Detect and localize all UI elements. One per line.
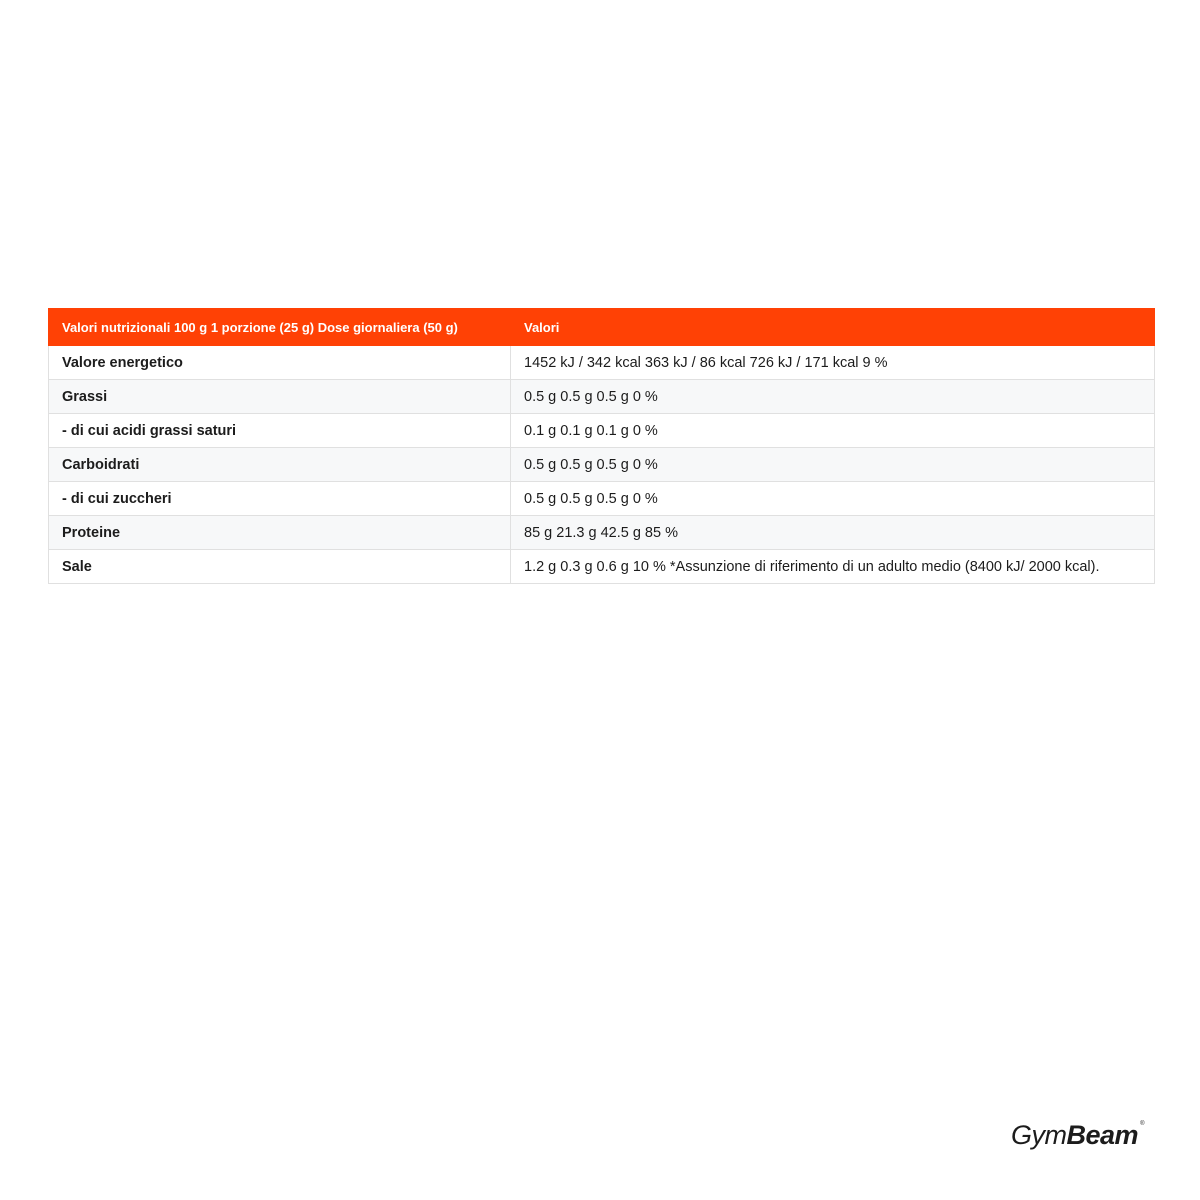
row-value: 0.5 g 0.5 g 0.5 g 0 % xyxy=(511,380,1155,414)
table-row xyxy=(49,516,1155,550)
nutrition-table xyxy=(48,308,1155,584)
logo-gym-text: Gym xyxy=(1011,1120,1067,1150)
row-label: Valore energetico xyxy=(49,346,511,380)
table-row xyxy=(49,448,1155,482)
table-body xyxy=(49,346,1155,584)
row-value: 1452 kJ / 342 kcal 363 kJ / 86 kcal 726 kJ / 171 kcal 9 % xyxy=(511,346,1155,380)
header-values: Valori xyxy=(511,309,1155,346)
row-label: Carboidrati xyxy=(49,448,511,482)
row-label: Proteine xyxy=(49,516,511,550)
table-header xyxy=(49,309,1155,346)
row-label: - di cui zuccheri xyxy=(49,482,511,516)
gymbeam-logo xyxy=(1011,1120,1145,1154)
row-label: - di cui acidi grassi saturi xyxy=(49,414,511,448)
table-row xyxy=(49,482,1155,516)
row-value: 0.5 g 0.5 g 0.5 g 0 % xyxy=(511,482,1155,516)
logo-beam-text: Beam xyxy=(1066,1120,1139,1150)
table-row xyxy=(49,414,1155,448)
row-label: Grassi xyxy=(49,380,511,414)
row-label: Sale xyxy=(49,550,511,584)
row-value: 0.1 g 0.1 g 0.1 g 0 % xyxy=(511,414,1155,448)
header-row xyxy=(49,309,1155,346)
header-nutrition-values: Valori nutrizionali 100 g 1 porzione (25 g) Dose giornaliera (50 g) xyxy=(49,309,511,346)
table-row xyxy=(49,550,1155,584)
table-row xyxy=(49,346,1155,380)
row-value: 0.5 g 0.5 g 0.5 g 0 % xyxy=(511,448,1155,482)
registered-mark: ® xyxy=(1140,1121,1145,1127)
row-value: 85 g 21.3 g 42.5 g 85 % xyxy=(511,516,1155,550)
table-row xyxy=(49,380,1155,414)
row-value: 1.2 g 0.3 g 0.6 g 10 % *Assunzione di riferimento di un adulto medio (8400 kJ/ 2000 kcal). xyxy=(511,550,1155,584)
